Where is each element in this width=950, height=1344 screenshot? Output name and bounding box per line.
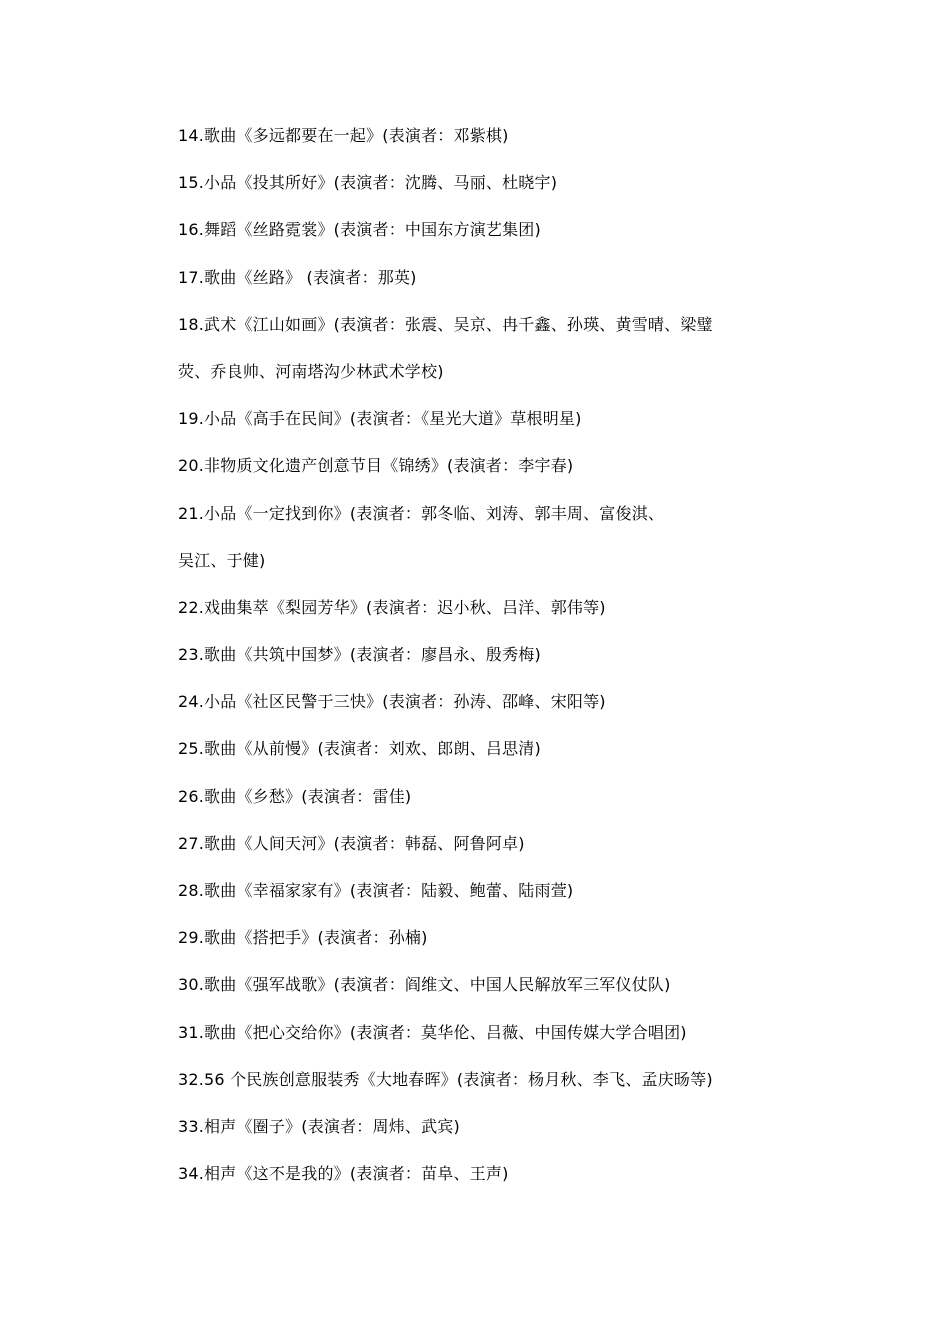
program-line: 28.歌曲《幸福家家有》(表演者：陆毅、鲍蕾、陆雨萱) — [178, 881, 574, 900]
program-line: 33.相声《圈子》(表演者：周炜、武宾) — [178, 1116, 460, 1136]
program-line: 15.小品《投其所好》(表演者：沈腾、马丽、杜晓宇) — [178, 173, 558, 193]
program-line: 34.相声《这不是我的》(表演者：苗阜、王声) — [178, 1164, 509, 1184]
program-line: 30.歌曲《强军战歌》(表演者：阎维文、中国人民解放军三军仪仗队) — [178, 975, 671, 995]
program-line: 14.歌曲《多远都要在一起》(表演者：邓紫棋) — [178, 126, 509, 145]
program-line: 24.小品《社区民警于三快》(表演者：孙涛、邵峰、宋阳等) — [178, 692, 606, 712]
program-line: 17.歌曲《丝路》 (表演者：那英) — [178, 267, 417, 287]
program-line-continuation: 荧、乔良帅、河南塔沟少林武术学校) — [178, 361, 444, 381]
program-line: 19.小品《高手在民间》(表演者：《星光大道》草根明星) — [178, 409, 582, 429]
program-line: 20.非物质文化遗产创意节目《锦绣》(表演者：李宇春) — [178, 456, 574, 476]
program-line: 21.小品《一定找到你》(表演者：郭冬临、刘涛、郭丰周、富俊淇、 — [178, 503, 665, 523]
program-line: 26.歌曲《乡愁》(表演者：雷佳) — [178, 786, 412, 806]
program-line: 27.歌曲《人间天河》(表演者：韩磊、阿鲁阿卓) — [178, 833, 525, 853]
program-line: 16.舞蹈《丝路霓裳》(表演者：中国东方演艺集团) — [178, 220, 541, 240]
program-line-continuation: 吴江、于健) — [178, 550, 266, 570]
program-line: 32.56 个民族创意服装秀《大地春晖》(表演者：杨月秋、李飞、孟庆旸等) — [178, 1069, 713, 1089]
program-line: 25.歌曲《从前慢》(表演者：刘欢、郎朗、吕思清) — [178, 739, 541, 759]
program-line: 29.歌曲《搭把手》(表演者：孙楠) — [178, 928, 428, 948]
program-list — [178, 122, 738, 1207]
program-line: 31.歌曲《把心交给你》(表演者：莫华伦、吕薇、中国传媒大学合唱团) — [178, 1022, 687, 1042]
program-line: 18.武术《江山如画》(表演者：张震、吴京、冉千鑫、孙瑛、黄雪晴、梁璧 — [178, 314, 713, 334]
program-line: 22.戏曲集萃《梨园芳华》(表演者：迟小秋、吕洋、郭伟等) — [178, 597, 606, 617]
program-line: 23.歌曲《共筑中国梦》(表演者：廖昌永、殷秀梅) — [178, 645, 541, 665]
